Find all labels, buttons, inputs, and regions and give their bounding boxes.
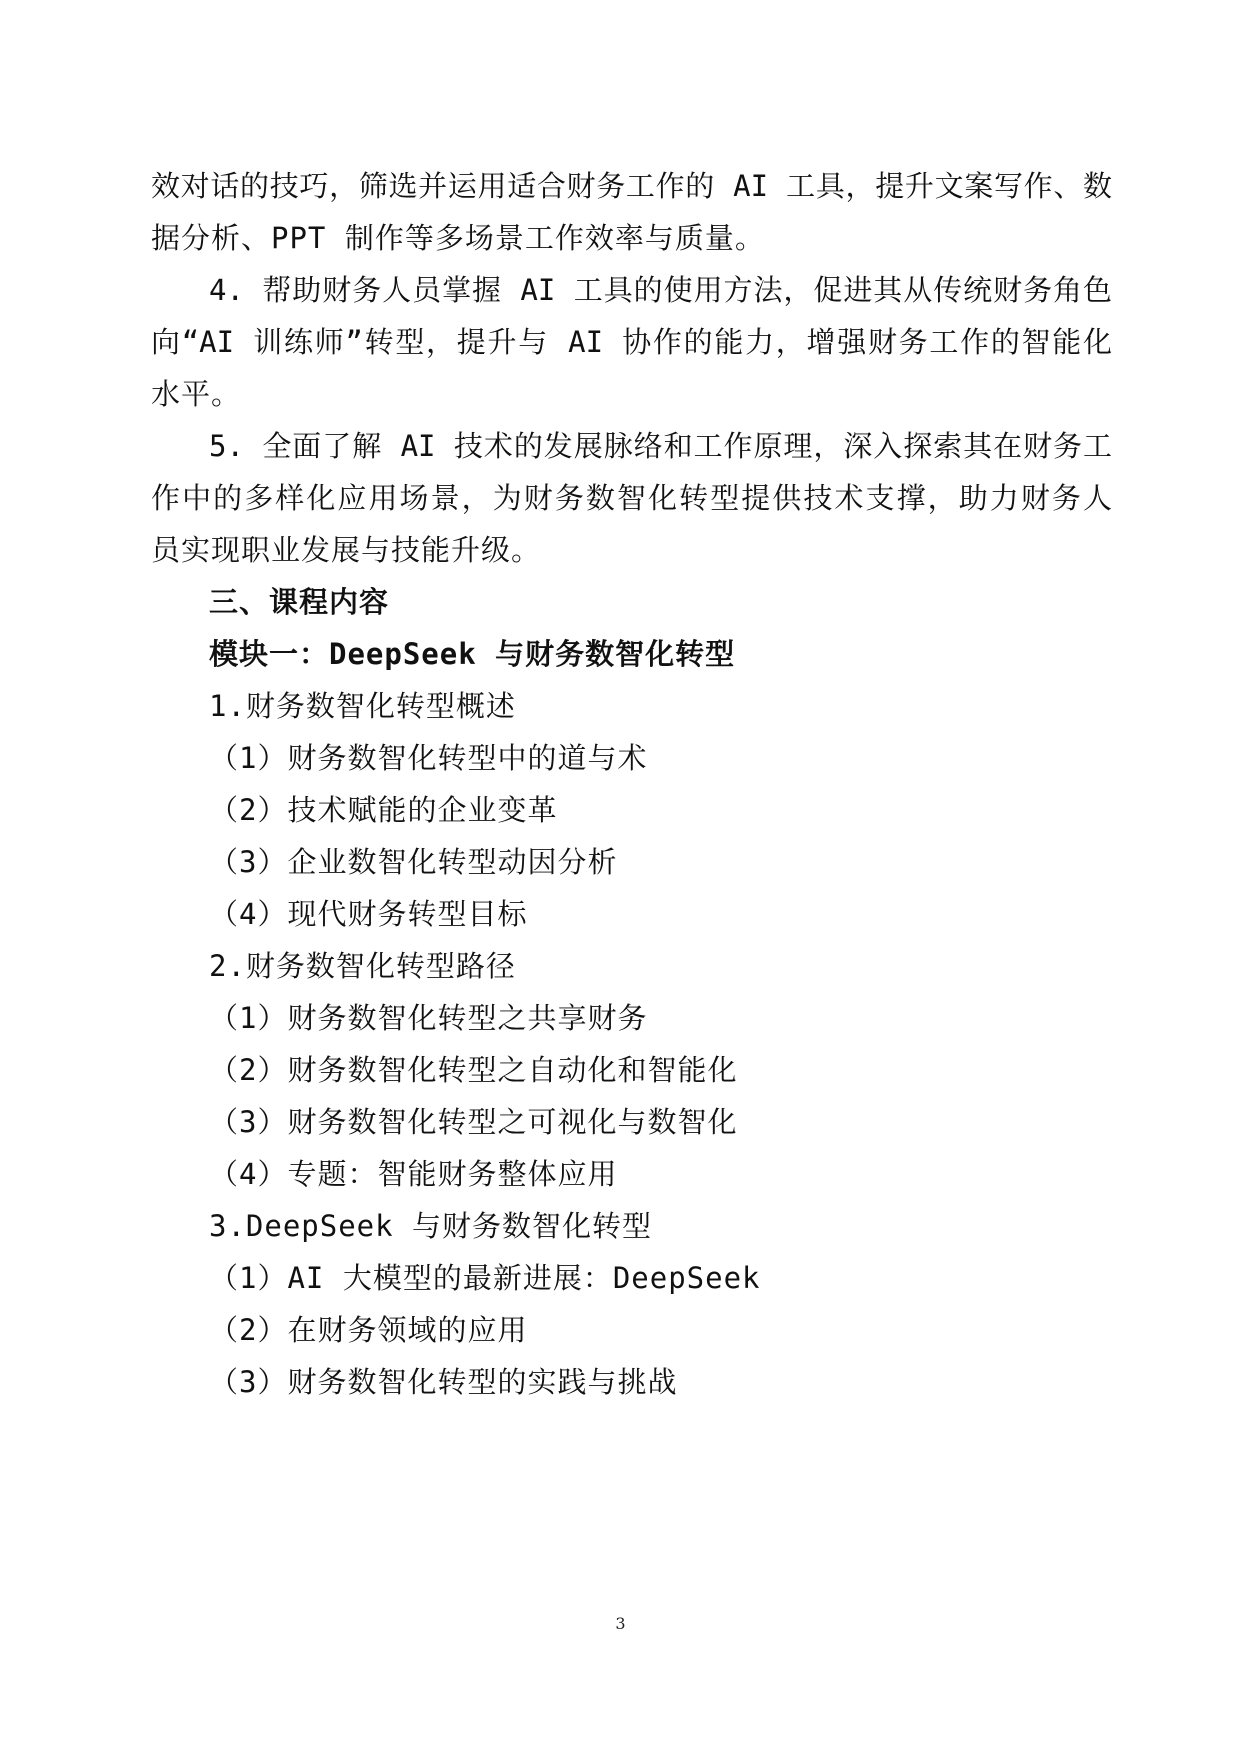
topic-item: （3）财务数智化转型的实践与挑战 [209,1365,678,1399]
paragraph-line: 效对话的技巧，筛选并运用适合财务工作的 AI 工具，提升文案写作、数 [151,169,1112,203]
paragraph-line: 水平。 [151,377,242,411]
topic-item: （2）技术赋能的企业变革 [209,793,558,827]
topic-item: （3）企业数智化转型动因分析 [209,845,618,879]
section-title: 三、课程内容 [209,585,390,619]
paragraph-line: 5. 全面了解 AI 技术的发展脉络和工作原理，深入探索其在财务工 [209,429,1112,463]
paragraph-line: 4. 帮助财务人员掌握 AI 工具的使用方法，促进其从传统财务角色 [209,273,1112,307]
topic-heading: 1.财务数智化转型概述 [209,689,516,723]
topic-item: （1）财务数智化转型之共享财务 [209,1001,648,1035]
topic-item: （2）在财务领域的应用 [209,1313,528,1347]
page-number: 3 [615,1614,626,1633]
topic-heading: 3.DeepSeek 与财务数智化转型 [209,1209,653,1243]
topic-item: （2）财务数智化转型之自动化和智能化 [209,1053,738,1087]
topic-item: （1）财务数智化转型中的道与术 [209,741,648,775]
paragraph-line: 向“AI 训练师”转型，提升与 AI 协作的能力，增强财务工作的智能化 [151,325,1112,359]
module-title: 模块一：DeepSeek 与财务数智化转型 [209,637,736,671]
topic-item: （4）专题：智能财务整体应用 [209,1157,618,1191]
topic-item: （3）财务数智化转型之可视化与数智化 [209,1105,738,1139]
paragraph-line: 作中的多样化应用场景，为财务数智化转型提供技术支撑，助力财务人 [151,481,1112,515]
paragraph-line: 员实现职业发展与技能升级。 [151,533,542,567]
topic-item: （1）AI 大模型的最新进展：DeepSeek [209,1261,761,1295]
topic-heading: 2.财务数智化转型路径 [209,949,516,983]
paragraph-line: 据分析、PPT 制作等多场景工作效率与质量。 [151,221,765,255]
topic-item: （4）现代财务转型目标 [209,897,528,931]
